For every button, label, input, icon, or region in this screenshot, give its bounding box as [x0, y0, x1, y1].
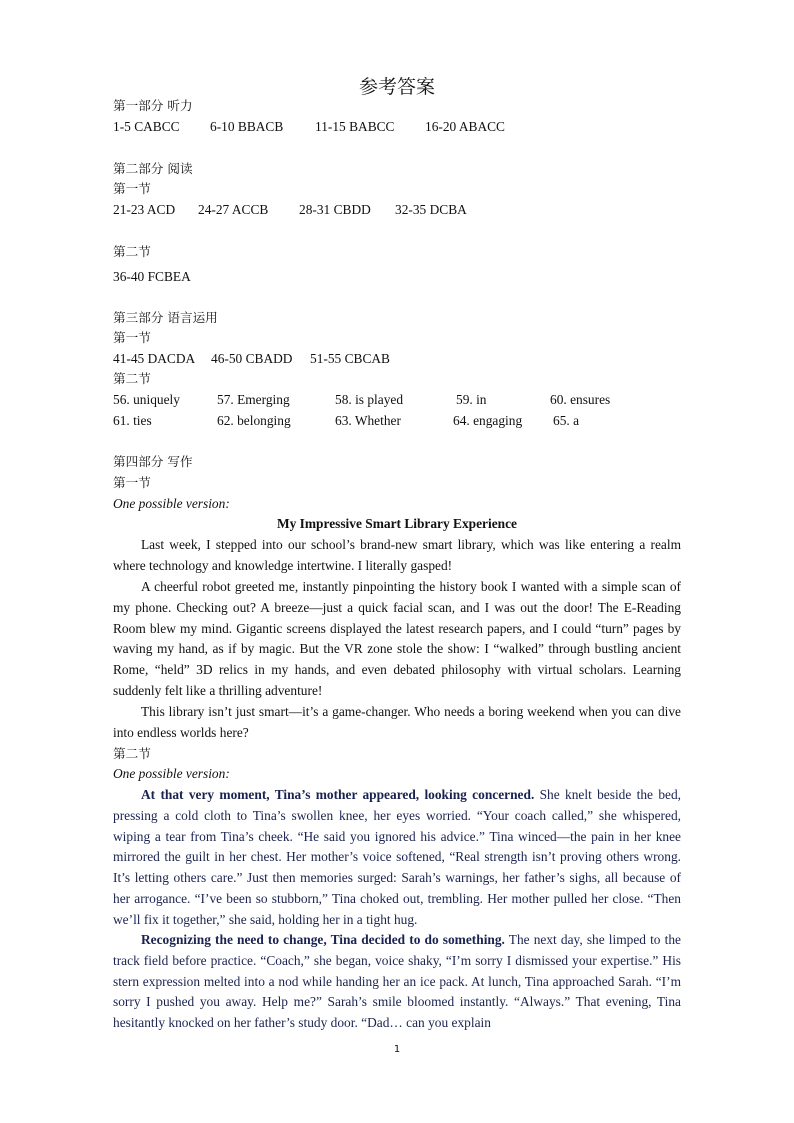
- story-lead-sentence: Recognizing the need to change, Tina decided to do something.: [141, 932, 505, 947]
- answer-group: 16-20 ABACC: [425, 119, 505, 134]
- story-paragraph: [113, 930, 681, 1034]
- answer-item: 60. ensures: [550, 392, 611, 407]
- answer-item: 63. Whether: [335, 413, 401, 428]
- part2-section2-answers: 36-40 FCBEA: [113, 269, 191, 284]
- answer-group: 11-15 BABCC: [315, 119, 395, 134]
- answer-group: 41-45 DACDA: [113, 351, 196, 366]
- story-lead-sentence: At that very moment, Tina’s mother appeared, looking concerned.: [141, 787, 535, 802]
- answer-group: 46-50 CBADD: [211, 351, 293, 366]
- answer-group: 6-10 BBACB: [210, 119, 284, 134]
- part2-section1-label: 第一节: [113, 181, 151, 196]
- essay-paragraph: Last week, I stepped into our school’s brand-new smart library, which was like entering a realm where technology and knowledge intertwine. I literally gasped!: [113, 537, 681, 573]
- part4-section1-label: 第一节: [113, 475, 151, 490]
- part3-section2-label: 第二节: [113, 371, 151, 386]
- page-title: 参考答案: [358, 76, 435, 98]
- part1-heading: 第一部分 听力: [113, 98, 193, 113]
- version-label: One possible version:: [113, 766, 230, 781]
- page-number: 1: [393, 1044, 401, 1055]
- part2-heading: 第二部分 阅读: [113, 161, 193, 176]
- story-text: The next day, she limped to the track field before practice. “Coach,” she began, voice shaky, “I’m sorry I dismissed your expertise.” His stern expression melted into a nod while handing her an ice pack. At lunch, Tina approached Sarah. “I’m sorry I pushed you away. Help me?” Sarah’s smile bloomed instantly. “Always.” That evening, Tina hesitantly knocked on her father’s study door. “Dad… can you explain: [113, 932, 681, 1031]
- answer-group: 21-23 ACD: [113, 202, 176, 217]
- essay-paragraph: This library isn’t just smart—it’s a game-changer. Who needs a boring weekend when you can dive into endless worlds here?: [113, 704, 681, 740]
- answer-item: 57. Emerging: [217, 392, 290, 407]
- essay-paragraph: A cheerful robot greeted me, instantly pinpointing the history book I wanted with a simple scan of my phone. Checking out? A breeze—just a quick facial scan, and I was out the door! The E-Reading Room blew my mind. Gigantic screens displayed the latest research papers, and I could “turn” pages by waving my hand, as if by magic. But the VR zone stole the show: I “walked” through bustling ancient Rome, “held” 3D relics in my hands, and even debated philosophy with virtual scholars. Learning suddenly felt like a thrilling adventure!: [113, 579, 681, 698]
- essay-title: My Impressive Smart Library Experience: [277, 516, 517, 531]
- answer-group: 28-31 CBDD: [299, 202, 371, 217]
- answer-item: 59. in: [456, 392, 487, 407]
- answer-item: 65. a: [553, 413, 580, 428]
- part4-section2-label: 第二节: [113, 746, 151, 761]
- part3-heading: 第三部分 语言运用: [113, 310, 218, 325]
- version-label: One possible version:: [113, 496, 230, 511]
- answer-item: 64. engaging: [453, 413, 523, 428]
- answer-item: 62. belonging: [217, 413, 291, 428]
- story-text: She knelt beside the bed, pressing a cold cloth to Tina’s swollen knee, her eyes worried. “Your coach called,” she whispered, wiping a tear from Tina’s cheek. “He said you ignored his advice.” Tina winced—the pain in her knee mirrored the guilt in her chest. Her mother’s voice softened, “Real strength isn’t proving others wrong. It’s letting others care.” Just then memories surged: Sarah’s warnings, her father’s sighs, all because of her arrogance. “I’ve been so stubborn,” Tina choked out, trembling. Her mother pulled her close. “Then we’ll fix it together,” she said, holding her in a tight hug.: [113, 787, 681, 927]
- answer-item: 58. is played: [335, 392, 404, 407]
- answer-group: 24-27 ACCB: [198, 202, 269, 217]
- story-paragraph: [113, 785, 681, 931]
- answer-group: 51-55 CBCAB: [310, 351, 390, 366]
- answer-item: 56. uniquely: [113, 392, 180, 407]
- answer-group: 32-35 DCBA: [395, 202, 467, 217]
- part2-section2-label: 第二节: [113, 244, 151, 259]
- answer-item: 61. ties: [113, 413, 152, 428]
- part4-heading: 第四部分 写作: [113, 454, 193, 469]
- answer-group: 1-5 CABCC: [113, 119, 180, 134]
- part3-section1-label: 第一节: [113, 330, 151, 345]
